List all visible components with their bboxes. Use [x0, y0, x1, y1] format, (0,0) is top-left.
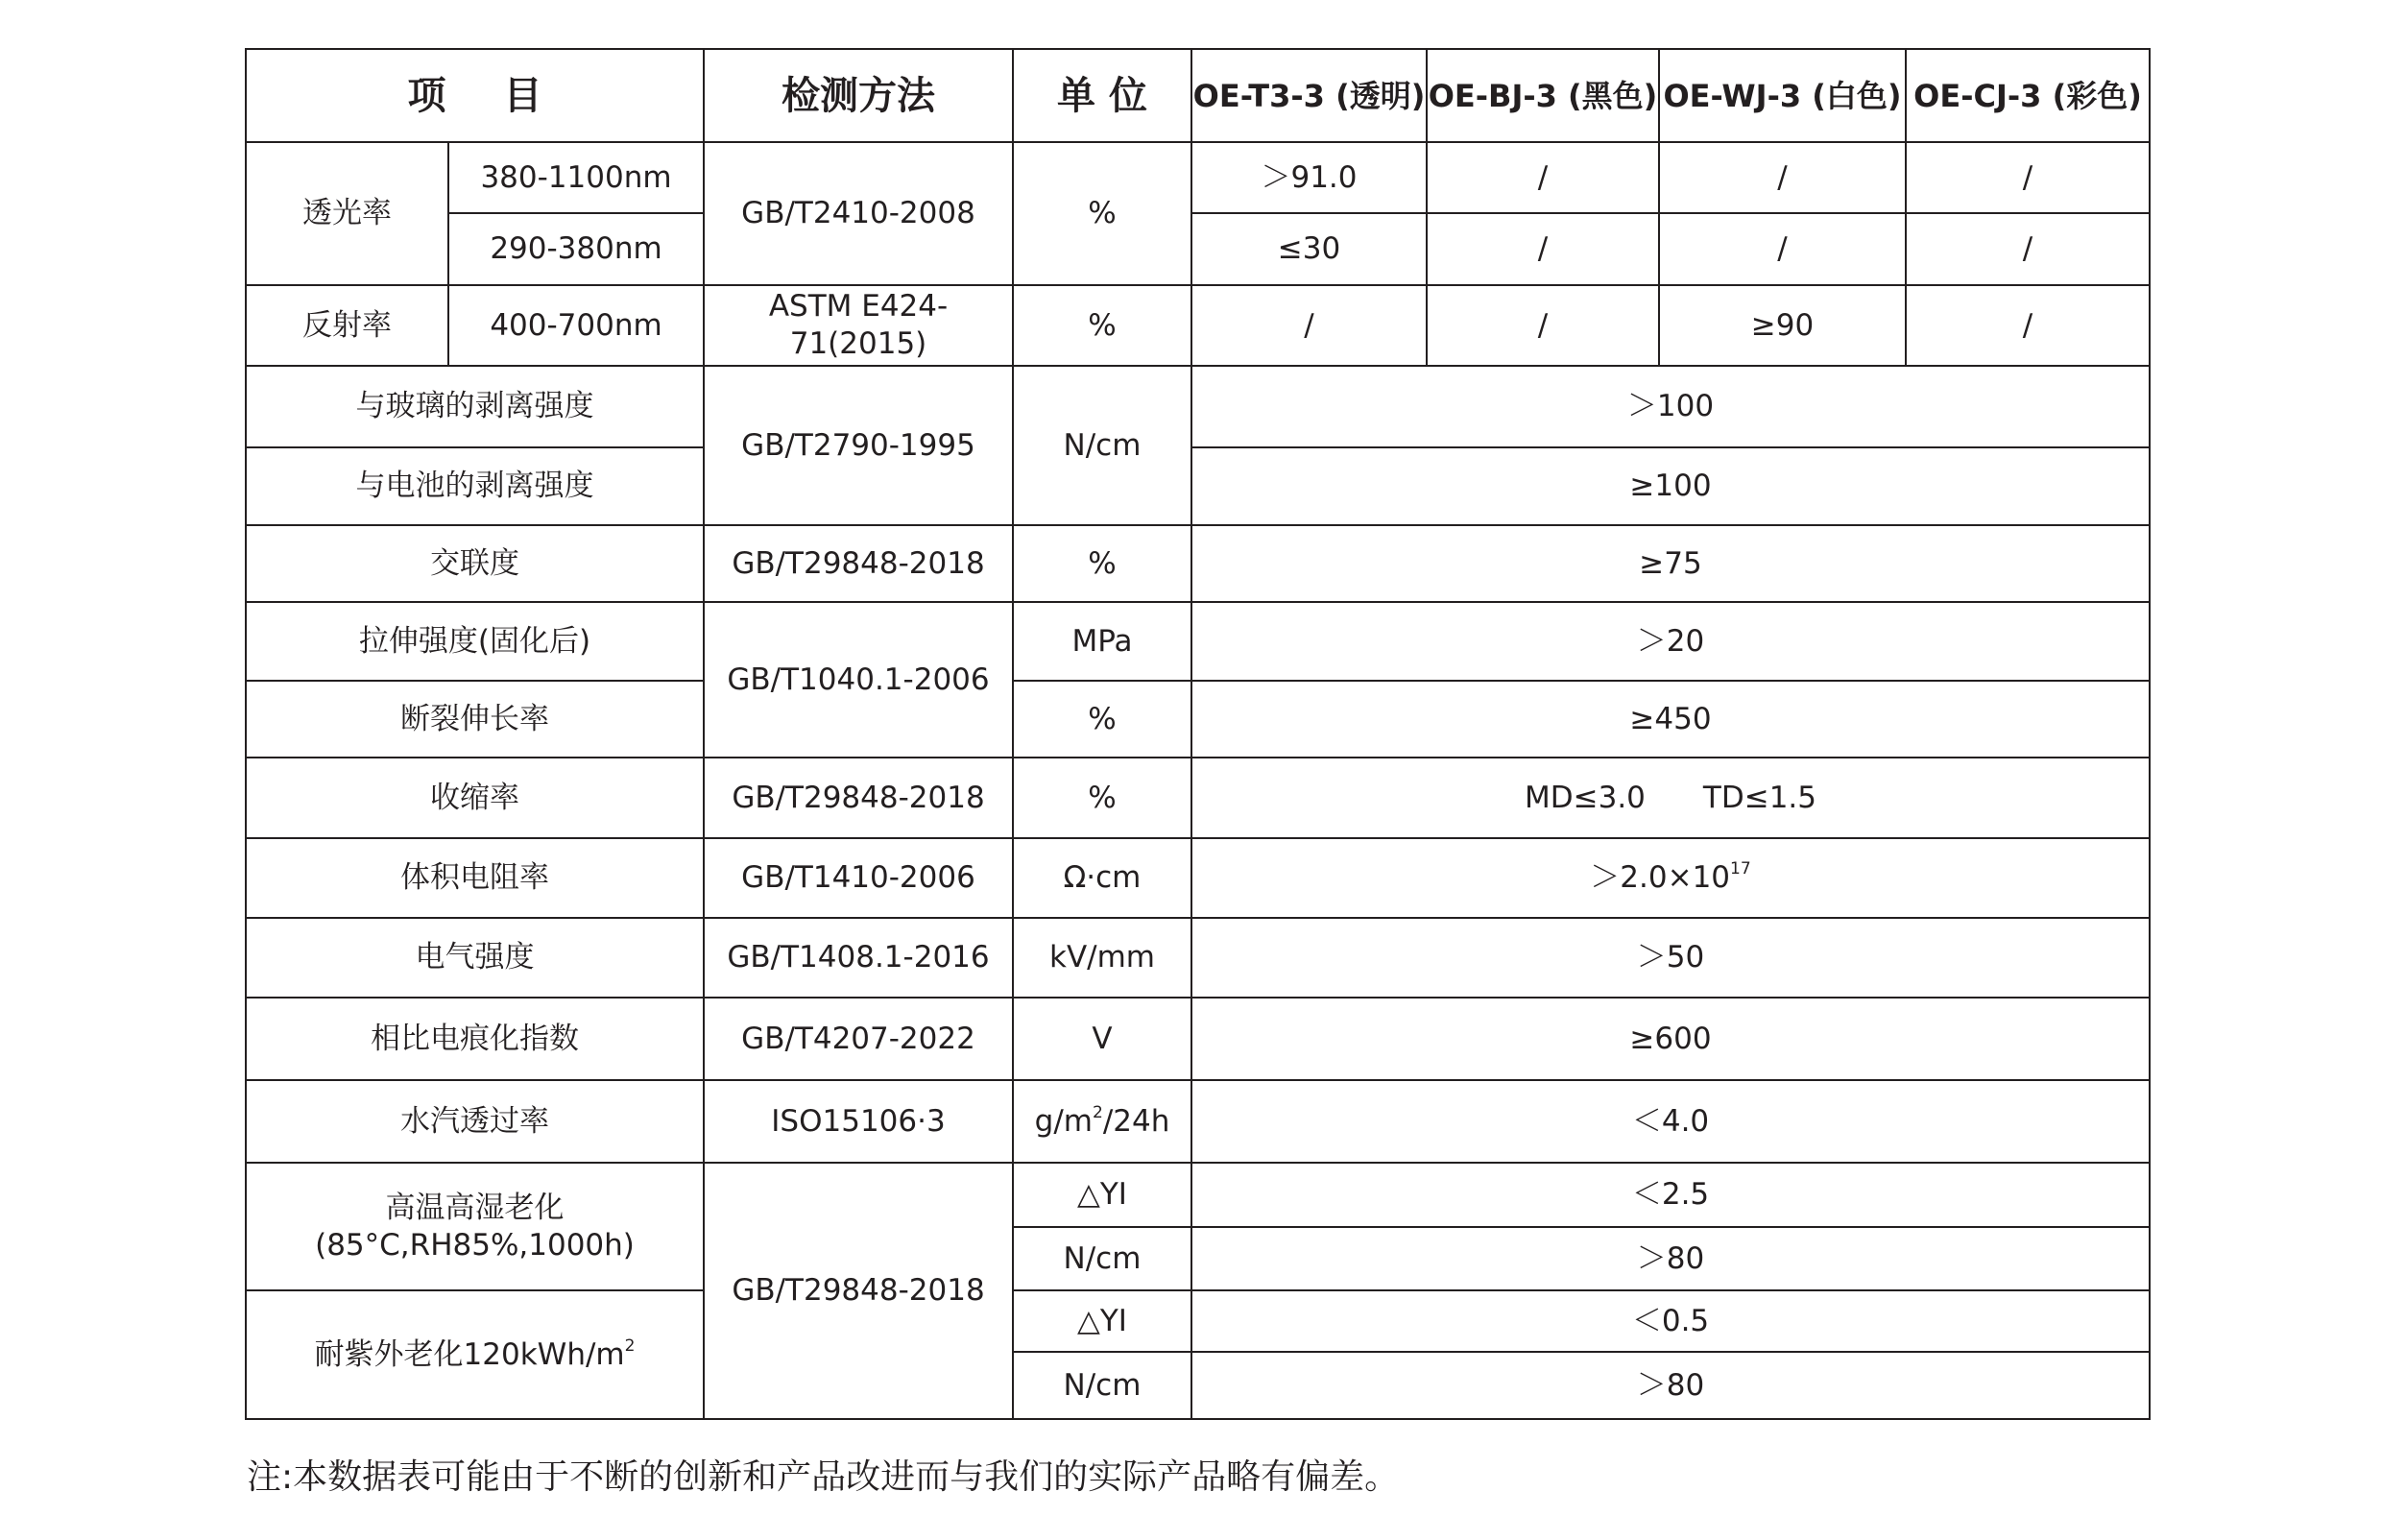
header-product-bj: OE-BJ-3 (黑色) [1427, 49, 1659, 142]
table-row [246, 998, 2150, 1080]
dielectric-unit: kV/mm [1013, 918, 1191, 998]
aging-method: GB/T29848-2018 [704, 1163, 1013, 1419]
table-row [246, 447, 2150, 525]
shrinkage-method: GB/T29848-2018 [704, 758, 1013, 838]
transmittance-method: GB/T2410-2008 [704, 142, 1013, 285]
tensile-strength-value: ＞20 [1191, 602, 2150, 681]
cti-value: ≥600 [1191, 998, 2150, 1080]
shrinkage-value [1191, 758, 2150, 838]
uv-aging-label: 耐紫外老化$120kWh/m^2$ [246, 1290, 704, 1419]
header-unit: 单 位 [1013, 49, 1191, 142]
damp-heat-label: 高温高湿老化 (85°C,RH85%,1000h) [246, 1163, 704, 1290]
table-row [246, 1080, 2150, 1163]
transmittance-value: / [1659, 142, 1906, 213]
transmittance-value: / [1659, 213, 1906, 285]
damp-heat-yi-unit: △YI [1013, 1163, 1191, 1227]
wvtr-value: ＜4.0 [1191, 1080, 2150, 1163]
header-method: 检测方法 [704, 49, 1013, 142]
transmittance-value: / [1427, 213, 1659, 285]
transmittance-value: ＞91.0 [1191, 142, 1427, 213]
disclaimer-note: 注:本数据表可能由于不断的创新和产品改进而与我们的实际产品略有偏差。 [247, 1457, 1400, 1497]
reflectance-value: / [1427, 285, 1659, 366]
resistivity-value: $>2.0\times 10^{17}$ [1191, 838, 2150, 918]
peel-cell-value: ≥100 [1191, 447, 2150, 525]
reflectance-unit: % [1013, 285, 1191, 366]
peel-method: GB/T2790-1995 [704, 366, 1013, 525]
transmittance-value: / [1906, 142, 2150, 213]
table-row [246, 213, 2150, 285]
crosslink-method: GB/T29848-2018 [704, 525, 1013, 602]
table-row [246, 602, 2150, 681]
resistivity-label: 体积电阻率 [246, 838, 704, 918]
table-row [246, 366, 2150, 447]
peel-cell-label: 与电池的剥离强度 [246, 447, 704, 525]
uv-yi-unit: △YI [1013, 1290, 1191, 1352]
table-row [246, 285, 2150, 366]
table-row [246, 525, 2150, 602]
dielectric-label: 电气强度 [246, 918, 704, 998]
transmittance-value: / [1906, 213, 2150, 285]
resistivity-unit: Ω·cm [1013, 838, 1191, 918]
reflectance-value: ≥90 [1659, 285, 1906, 366]
tensile-method: GB/T1040.1-2006 [704, 602, 1013, 758]
table-row [246, 758, 2150, 838]
table-row [246, 838, 2150, 918]
crosslink-label: 交联度 [246, 525, 704, 602]
elongation-value: ≥450 [1191, 681, 2150, 758]
peel-unit: N/cm [1013, 366, 1191, 525]
elongation-label: 断裂伸长率 [246, 681, 704, 758]
crosslink-value: ≥75 [1191, 525, 2150, 602]
tensile-strength-label: 拉伸强度(固化后) [246, 602, 704, 681]
reflectance-value: / [1191, 285, 1427, 366]
reflectance-range: 400-700nm [448, 285, 704, 366]
transmittance-range-1: 380-1100nm [448, 142, 704, 213]
shrinkage-md: MD≤3.0 [1525, 780, 1646, 815]
tensile-strength-unit: MPa [1013, 602, 1191, 681]
uv-peel-value: ＞80 [1191, 1352, 2150, 1419]
elongation-unit: % [1013, 681, 1191, 758]
transmittance-value: / [1427, 142, 1659, 213]
table-row [246, 1163, 2150, 1227]
shrinkage-label: 收缩率 [246, 758, 704, 838]
header-row [246, 49, 2150, 142]
cti-unit: V [1013, 998, 1191, 1080]
wvtr-label: 水汽透过率 [246, 1080, 704, 1163]
transmittance-unit: % [1013, 142, 1191, 285]
wvtr-unit: $g/m^2/24h$ [1013, 1080, 1191, 1163]
transmittance-label: 透光率 [246, 142, 448, 285]
header-product-cj: OE-CJ-3 (彩色) [1906, 49, 2150, 142]
cti-label: 相比电痕化指数 [246, 998, 704, 1080]
header-item: 项 目 [246, 49, 704, 142]
wvtr-method: ISO15106·3 [704, 1080, 1013, 1163]
shrinkage-td: TD≤1.5 [1702, 780, 1816, 815]
dielectric-method: GB/T1408.1-2016 [704, 918, 1013, 998]
resistivity-exponent: 17 [1730, 859, 1751, 879]
reflectance-value: / [1906, 285, 2150, 366]
reflectance-label: 反射率 [246, 285, 448, 366]
damp-heat-peel-unit: N/cm [1013, 1227, 1191, 1290]
damp-heat-yi-value: ＜2.5 [1191, 1163, 2150, 1227]
table-row [246, 918, 2150, 998]
header-product-wj: OE-WJ-3 (白色) [1659, 49, 1906, 142]
peel-glass-label: 与玻璃的剥离强度 [246, 366, 704, 447]
reflectance-method: ASTM E424-71(2015) [704, 285, 1013, 366]
dielectric-value: ＞50 [1191, 918, 2150, 998]
crosslink-unit: % [1013, 525, 1191, 602]
table-row [246, 681, 2150, 758]
header-product-t3: OE-T3-3 (透明) [1191, 49, 1427, 142]
uv-yi-value: ＜0.5 [1191, 1290, 2150, 1352]
shrinkage-unit: % [1013, 758, 1191, 838]
uv-peel-unit: N/cm [1013, 1352, 1191, 1419]
peel-glass-value: ＞100 [1191, 366, 2150, 447]
cti-method: GB/T4207-2022 [704, 998, 1013, 1080]
transmittance-value: ≤30 [1191, 213, 1427, 285]
spec-table [245, 48, 2151, 1420]
damp-heat-peel-value: ＞80 [1191, 1227, 2150, 1290]
table-row [246, 142, 2150, 213]
transmittance-range-2: 290-380nm [448, 213, 704, 285]
table-row [246, 1290, 2150, 1352]
resistivity-method: GB/T1410-2006 [704, 838, 1013, 918]
